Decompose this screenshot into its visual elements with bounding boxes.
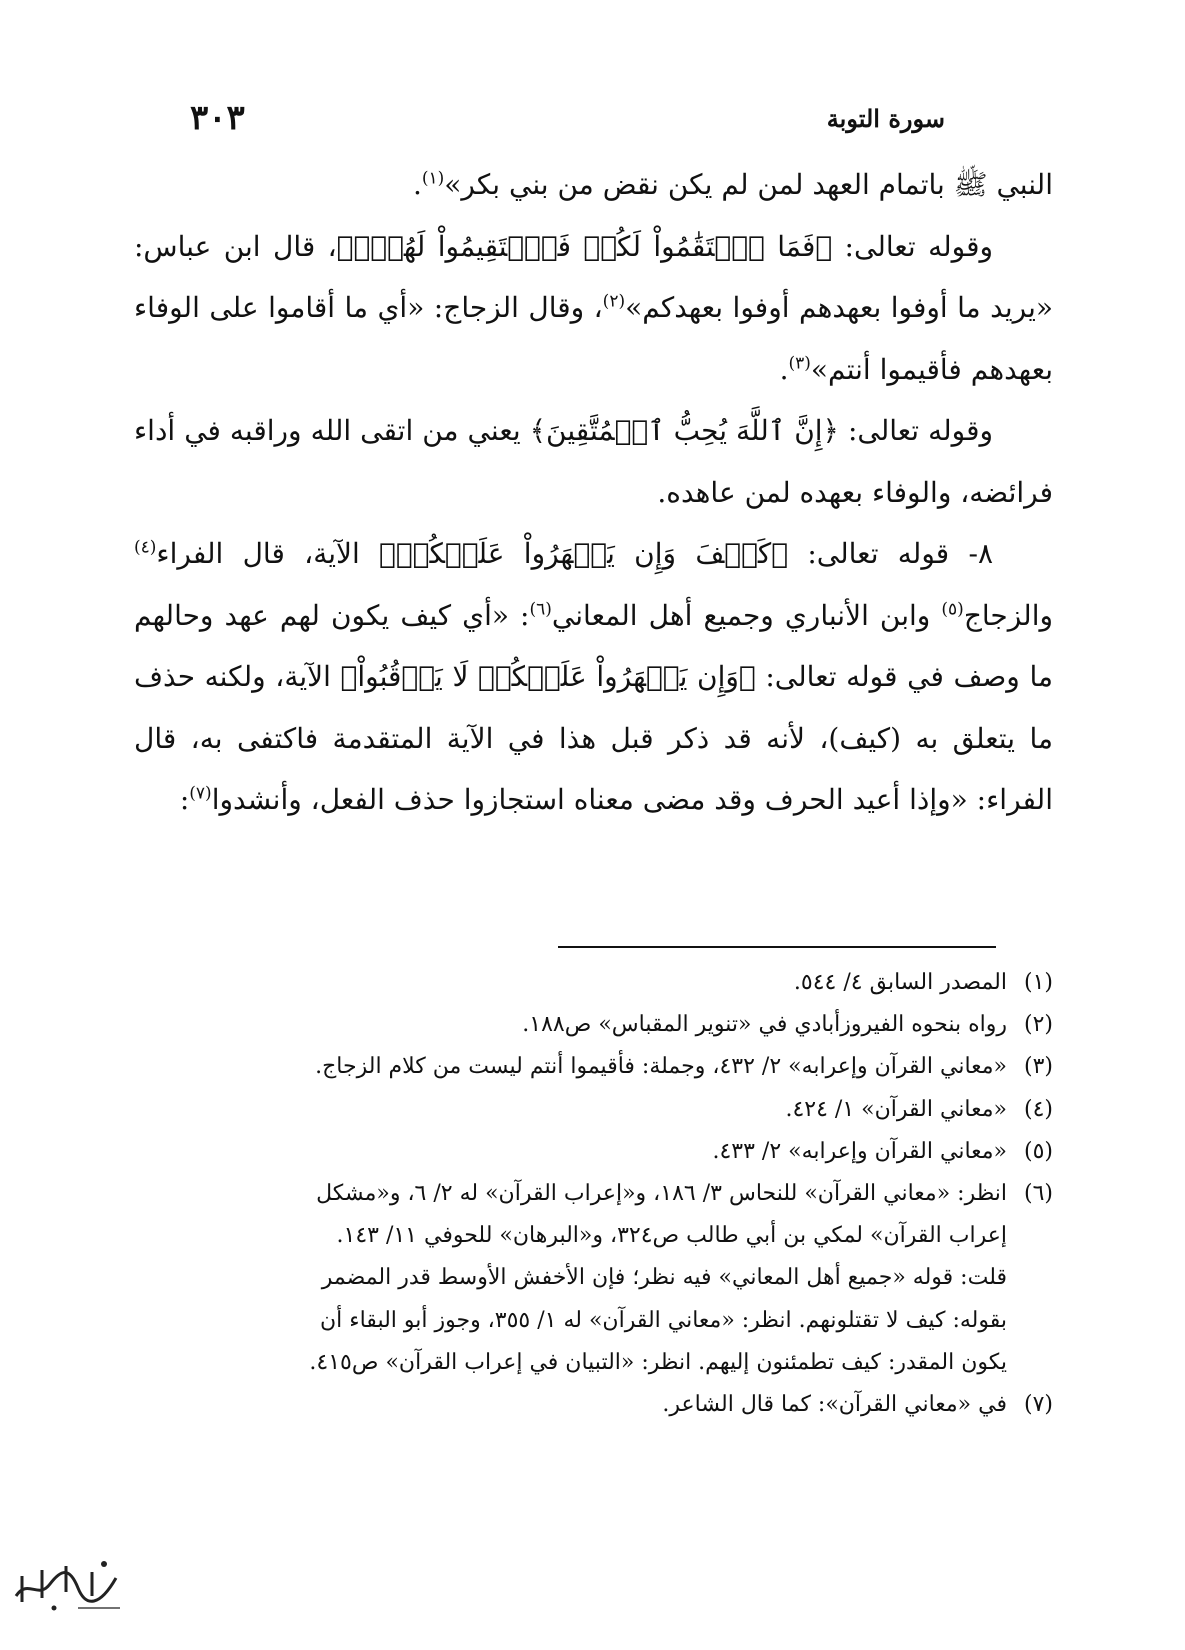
footnote-text: «معاني القرآن وإعرابه» ٢/ ٤٣٣. <box>712 1138 1007 1164</box>
footnote-text: «معاني القرآن وإعرابه» ٢/ ٤٣٢، وجملة: فأقيموا أنتم ليست من كلام الزجاج. <box>315 1054 1007 1080</box>
footnote-text: انظر: «معاني القرآن» للنحاس ٣/ ١٨٦، و«إعراب القرآن» له ٢/ ٦، و«مشكل إعراب القرآن» لمكي بن أبي طالب ص٣٢٤، و«البرهان» للحوفي ١١/ ١٤٣. قلت: قوله «جميع أهل المعاني» فيه نظر؛ فإن الأخفش الأوسط قدر المضمر بقوله: كيف لا تقتلونهم. انظر: «معاني القرآن» له ١/ ٣٥٥، وجوز أبو البقاء أن يكون المقدر: كيف تطمئنون إليهم. انظر: «التبيان في إعراب القرآن» ص٤١٥. <box>309 1181 1007 1375</box>
footnote-ref[interactable]: (٥) <box>941 599 964 620</box>
paragraph-3: وقوله تعالى: ﴿إِنَّ ٱللَّهَ يُحِبُّ ٱلۡمُتَّقِينَ﴾ يعني من اتقى الله وراقبه في أداء فرائضه، والوفاء بعهده لمن عاهده. <box>134 414 1053 509</box>
paragraph-2: وقوله تعالى: ﴿فَمَا ٱسۡتَقَٰمُواْ لَكُمۡ فَٱسۡتَقِيمُواْ لَهُمۡۚ﴾، قال ابن عباس: «يريد ما أوفوا بعهدهم أوفوا بعهدكم»$^{(٢)}$، وقال الزجاج: «أي ما أقاموا على الوفاء بعهدهم فأقيموا أنتم»$^{(٣)}$. <box>134 229 1053 386</box>
footnote-item <box>134 962 1053 1004</box>
footnote-ref[interactable]: (٣) <box>788 353 811 374</box>
quran-verse: ﴿فَمَا ٱسۡتَقَٰمُواْ لَكُمۡ فَٱسۡتَقِيمُواْ لَهُمۡۚ﴾ <box>336 229 833 263</box>
paragraph-4: ٨- قوله تعالى: ﴿كَيۡفَ وَإِن يَظۡهَرُواْ عَلَيۡكُمۡ﴾ الآية، قال الفراء$^{(٤)}$ والزجاج$^{(٥)}$ وابن الأنباري وجميع أهل المعاني$^{(٦)}$: «أي كيف يكون لهم عهد وحالهم ما وصف في قوله تعالى: ﴿وَإِن يَظۡهَرُواْ عَلَيۡكُمۡ لَا يَرۡقُبُواْ﴾ الآية، ولكنه حذف ما يتعلق به (كيف)، لأنه قد ذكر قبل هذا في الآية المتقدمة فاكتفى به، قال الفراء: «وإذا أعيد الحرف وقد مضى معناه استجازوا حذف الفعل، وأنشدوا$^{(٧)}$: <box>134 537 1054 816</box>
footnote-number: (١) <box>1023 970 1053 995</box>
footnote-number: (٤) <box>1023 1096 1053 1122</box>
page-header <box>190 98 945 148</box>
footnote-item <box>134 1131 1053 1173</box>
footnote-item <box>134 1384 1053 1426</box>
footnote-ref[interactable]: (٢) <box>602 291 626 312</box>
al-mostafa-logo-icon <box>8 1548 128 1618</box>
footnote-divider <box>558 946 996 948</box>
footnote-text: في «معاني القرآن»: كما قال الشاعر. <box>662 1392 1007 1418</box>
footnote-item <box>134 1089 1053 1131</box>
footnote-number: (٧) <box>1023 1392 1053 1418</box>
footnote-number: (٥) <box>1023 1138 1053 1164</box>
footnote-item <box>134 1173 1053 1384</box>
quran-verse: ﴿إِنَّ ٱللَّهَ يُحِبُّ ٱلۡمُتَّقِينَ﴾ <box>529 414 839 447</box>
footnote-item <box>134 1046 1053 1088</box>
footnote-number: (٢) <box>1023 1012 1053 1038</box>
quran-verse: ﴿كَيۡفَ وَإِن يَظۡهَرُواْ عَلَيۡكُمۡ﴾ <box>379 537 789 570</box>
main-text <box>134 154 1053 831</box>
footnotes <box>134 962 1053 1426</box>
footnote-text: «معاني القرآن» ١/ ٤٢٤. <box>785 1096 1007 1122</box>
footnote-ref[interactable]: (٤) <box>134 537 157 558</box>
footnote-ref[interactable]: (٧) <box>189 783 212 804</box>
page-number: ٣٠٣ <box>190 98 245 138</box>
footnote-text: المصدر السابق ٤/ ٥٤٤. <box>793 970 1007 995</box>
quran-verse: ﴿وَإِن يَظۡهَرُواْ عَلَيۡكُمۡ لَا يَرۡقُبُواْ﴾ <box>340 660 756 693</box>
footnote-ref[interactable]: (٦) <box>529 599 552 620</box>
footnote-number: (٣) <box>1023 1054 1053 1080</box>
logo-drawing <box>8 1548 128 1618</box>
footnote-item <box>134 1004 1053 1046</box>
paragraph-1: النبي ﷺ باتمام العهد لمن لم يكن نقض من بني بكر»$^{(١)}$. <box>412 168 1053 201</box>
footnote-ref[interactable]: (١) <box>421 168 445 189</box>
surah-title: سورة التوبة <box>826 104 945 133</box>
footnote-number: (٦) <box>1023 1181 1053 1207</box>
footnote-text: رواه بنحوه الفيروزأبادي في «تنوير المقباس» ص١٨٨. <box>522 1012 1007 1038</box>
